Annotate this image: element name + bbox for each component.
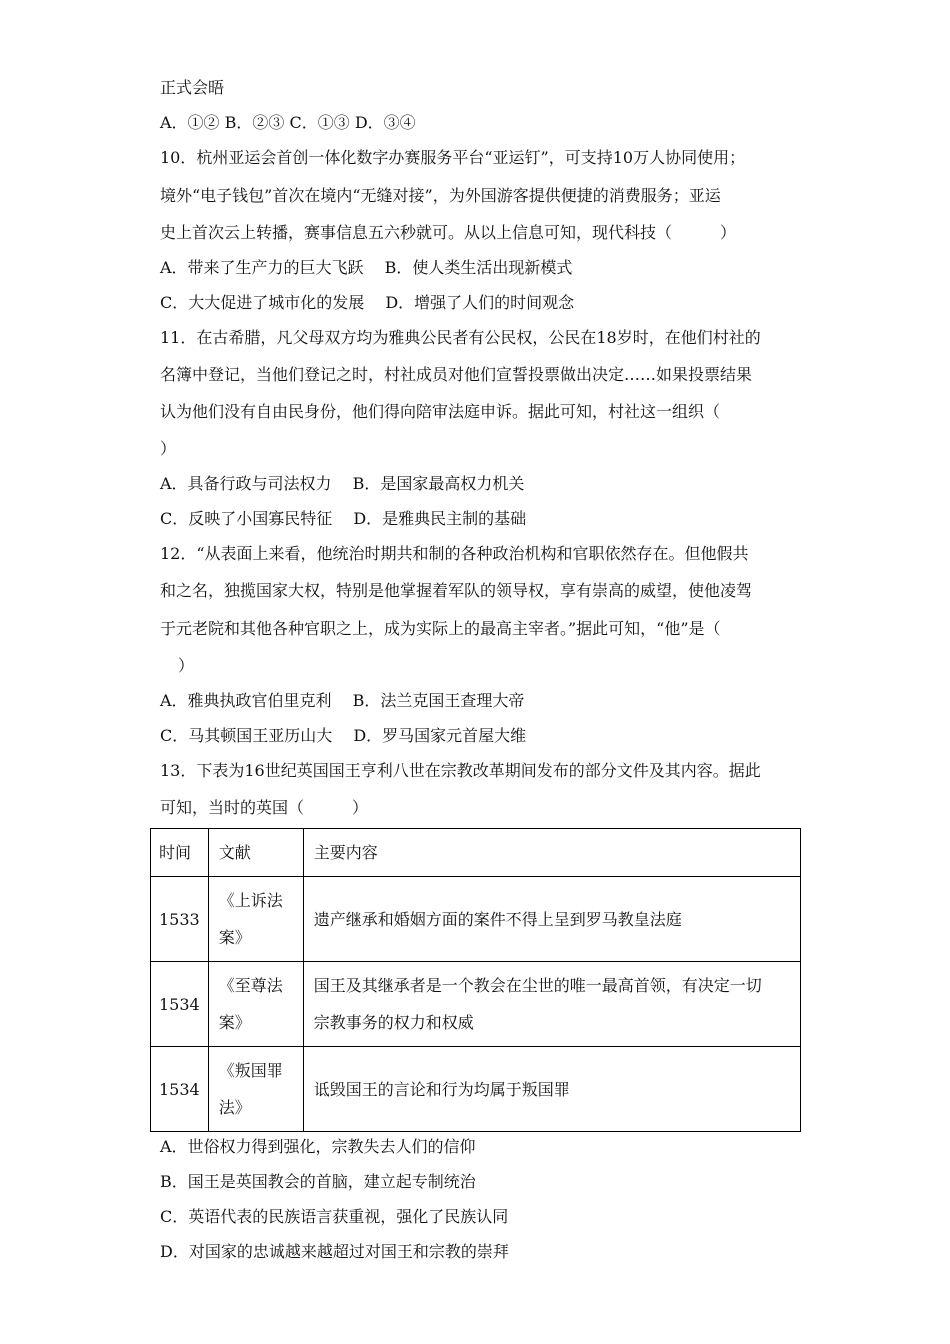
table-cell-document xyxy=(208,1047,303,1132)
content-line: 国王及其继承者是一个教会在尘世的唯一最高首领，有决定一切 xyxy=(313,976,762,995)
q10-options-cd: C．大大促进了城市化的发展 D．增强了人们的时间观念 xyxy=(160,293,575,312)
q11-stem: 11．在古希腊，凡父母双方均为雅典公民者有公民权，公民在18岁时，在他们村社的 xyxy=(160,328,761,347)
q13-option-d: D．对国家的忠诚越来越超过对国王和宗教的崇拜 xyxy=(160,1242,509,1261)
document-title-part: 法》 xyxy=(218,1098,251,1117)
q10-stem: 境外“电子钱包”首次在境内“无缝对接”，为外国游客提供便捷的消费服务；亚运 xyxy=(160,186,721,205)
table-cell-document xyxy=(208,877,303,962)
q12-stem: ） xyxy=(178,656,195,675)
table-header-row xyxy=(151,829,801,877)
table-cell-year: 1534 xyxy=(151,962,209,1047)
table-cell-content xyxy=(303,1047,800,1132)
content-line: 遗产继承和婚姻方面的案件不得上呈到罗马教皇法庭 xyxy=(313,909,682,929)
q11-stem: 名簿中登记，当他们登记之时，村社成员对他们宣誓投票做出决定……如果投票结果 xyxy=(160,365,753,384)
document-title-part: 《叛国罪 xyxy=(218,1061,283,1080)
document-title-part: 案》 xyxy=(218,1013,251,1032)
q11-stem: 认为他们没有自由民身份，他们得向陪审法庭申诉。据此可知，村社这一组织（ xyxy=(160,402,721,421)
q13-stem: 可知，当时的英国（ ） xyxy=(160,798,369,817)
table-cell-document xyxy=(208,962,303,1047)
content-line: 宗教事务的权力和权威 xyxy=(313,1013,474,1032)
q10-stem: 10．杭州亚运会首创一体化数字办赛服务平台“亚运钉”，可支持10万人协同使用； xyxy=(160,148,746,167)
table-cell-year: 1534 xyxy=(151,1047,209,1132)
q11-options-cd: C．反映了小国寡民特征 D．是雅典民主制的基础 xyxy=(160,509,527,528)
q10-stem: 史上首次云上转播，赛事信息五六秒就可。从以上信息可知，现代科技（ ） xyxy=(160,223,737,242)
q12-options-cd: C．马其顿国王亚历山大 D．罗马国家元首屋大维 xyxy=(160,726,527,745)
table-row xyxy=(151,1047,801,1132)
table-header-cell: 主要内容 xyxy=(303,829,800,877)
table-cell-content xyxy=(303,877,800,962)
table-cell-year: 1533 xyxy=(151,877,209,962)
q9-options: A．①② B．②③ C．①③ D．③④ xyxy=(160,113,416,132)
table-row xyxy=(151,962,801,1047)
text-line: 正式会晤 xyxy=(160,78,225,97)
q12-stem: 于元老院和其他各种官职之上，成为实际上的最高主宰者。”据此可知，“他”是（ xyxy=(160,619,721,638)
q12-stem: 12．“从表面上来看，他统治时期共和制的各种政治机构和官职依然存在。但他假共 xyxy=(160,544,749,563)
table-cell-content xyxy=(303,962,800,1047)
q11-options-ab: A．具备行政与司法权力 B．是国家最高权力机关 xyxy=(160,474,525,493)
q13-option-c: C．英语代表的民族语言获重视，强化了民族认同 xyxy=(160,1207,509,1226)
q10-options-ab: A．带来了生产力的巨大飞跃 B．使人类生活出现新模式 xyxy=(160,258,573,277)
table-row xyxy=(151,877,801,962)
q13-stem: 13．下表为16世纪英国国王亨利八世在宗教改革期间发布的部分文件及其内容。据此 xyxy=(160,761,761,780)
document-table xyxy=(150,828,801,1132)
document-title-part: 《上诉法 xyxy=(218,891,283,910)
q13-option-b: B．国王是英国教会的首脑，建立起专制统治 xyxy=(160,1172,476,1191)
q13-option-a: A．世俗权力得到强化，宗教失去人们的信仰 xyxy=(160,1137,476,1156)
table-header-cell: 文献 xyxy=(208,829,303,877)
q11-stem: ） xyxy=(160,439,177,458)
document-title-part: 案》 xyxy=(218,928,251,947)
content-line: 诋毁国王的言论和行为均属于叛国罪 xyxy=(313,1079,570,1099)
table-header-cell: 时间 xyxy=(151,829,209,877)
q12-options-ab: A．雅典执政官伯里克利 B．法兰克国王查理大帝 xyxy=(160,691,525,710)
document-title-part: 《至尊法 xyxy=(218,976,283,995)
q12-stem: 和之名，独揽国家大权，特别是他掌握着军队的领导权，享有崇高的威望，使他凌驾 xyxy=(160,581,753,600)
